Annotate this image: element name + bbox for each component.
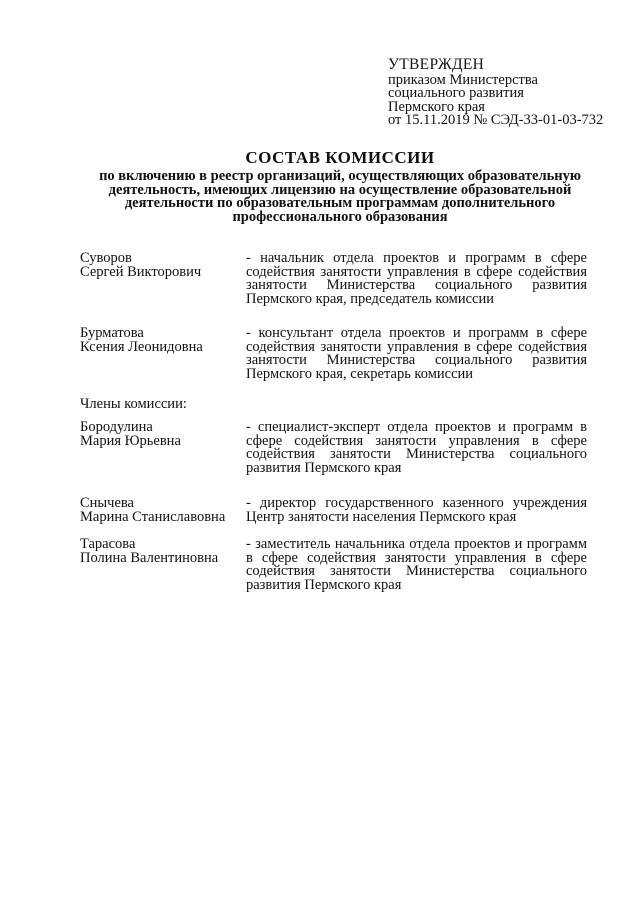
members-label: Члены комиссии: [80, 396, 187, 412]
person-surname: Тарасова [80, 536, 136, 552]
document-title: СОСТАВ КОМИССИИ [245, 148, 435, 167]
person-surname: Бурматова [80, 325, 144, 341]
person-surname: Суворов [80, 250, 132, 266]
person-role: - консультант отдела проектов и программ в сфере содействия занятости управления в сфере содействия занятости Министерства социального развития Пермского края, секретарь комиссии [246, 325, 587, 382]
approval-line: Пермского края [388, 98, 485, 115]
person-given-name: Марина Станиславовна [80, 508, 226, 525]
person-role: - директор государственного казенного учреждения Центр занятости населения Пермского края [246, 495, 587, 525]
approval-line: приказом Министерства [388, 71, 538, 88]
person-surname: Бородулина [80, 419, 153, 435]
person-role: - заместитель начальника отдела проектов и программ в сфере содействия занятости управления в сфере содействия занятости Министерства социального развития Пермского края [246, 536, 587, 593]
approval-line: от 15.11.2019 № СЭД-33-01-03-732 [388, 112, 604, 128]
person-given-name: Ксения Леонидовна [80, 338, 203, 355]
person-name [80, 538, 240, 565]
person-name [80, 252, 240, 279]
person-given-name: Сергей Викторович [80, 263, 202, 280]
person-surname: Снычева [80, 495, 134, 511]
person-given-name: Полина Валентиновна [80, 549, 219, 566]
person-name [80, 327, 240, 354]
document-subtitle: по включению в реестр организаций, осуществляющих образовательную деятельность, имеющих лицензию на осуществление образовательной деятельности по образовательным программам дополнительного профессионального образования [99, 168, 581, 225]
approval-stamp [388, 58, 638, 128]
person-role: - специалист-эксперт отдела проектов и программ в сфере содействия занятости управления в сфере содействия занятости Министерства социального развития Пермского края [246, 419, 587, 476]
approval-line: социального развития [388, 85, 524, 101]
approval-title: УТВЕРЖДЕН [388, 56, 485, 73]
person-name [80, 421, 240, 448]
person-name [80, 497, 240, 524]
person-given-name: Мария Юрьевна [80, 432, 181, 449]
person-role: - начальник отдела проектов и программ в сфере содействия занятости управления в сфере содействия занятости Министерства социального развития Пермского края, председатель комиссии [246, 250, 587, 307]
